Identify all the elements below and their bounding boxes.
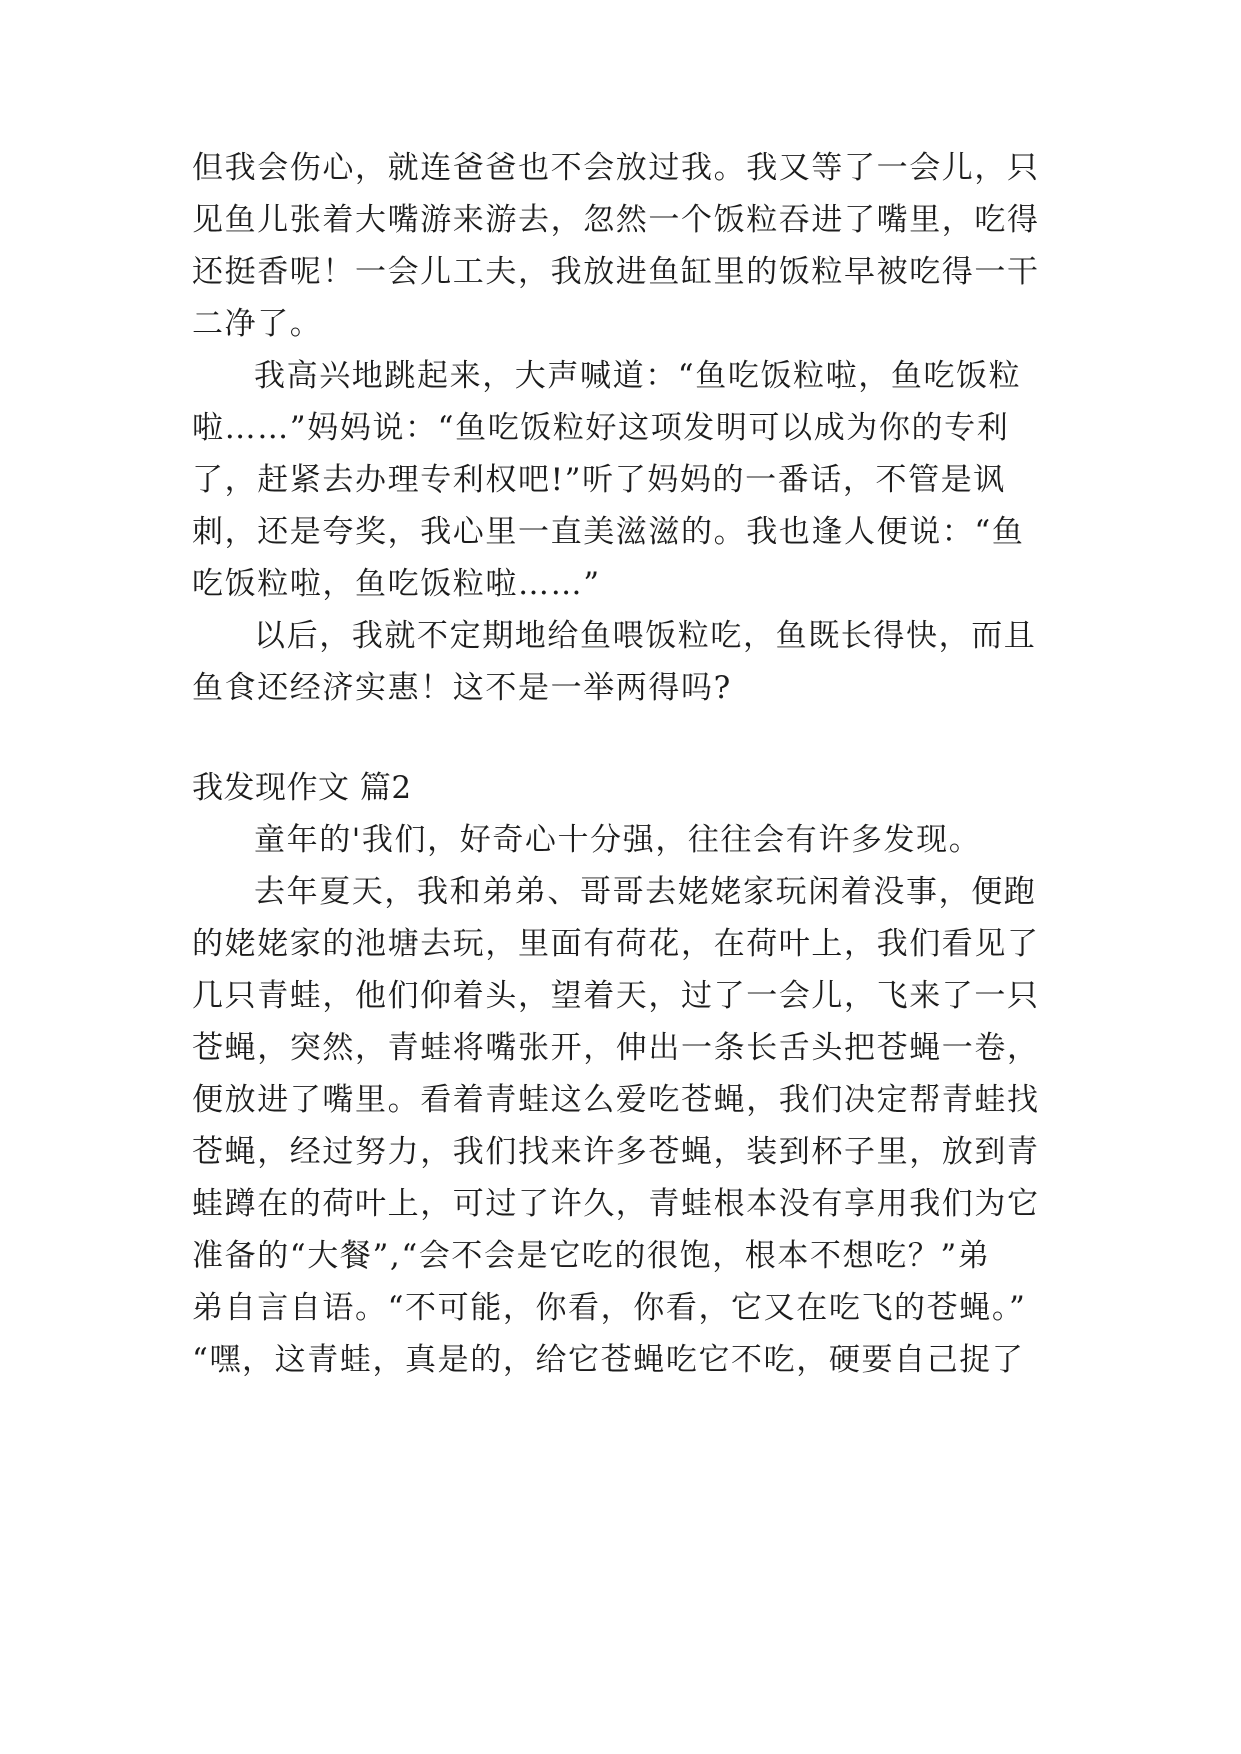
text-line: 啦……”妈妈说：“鱼吃饭粒好这项发明可以成为你的专利: [192, 410, 1010, 446]
text-line: 蛙蹲在的荷叶上，可过了许久，青蛙根本没有享用我们为它: [192, 1186, 1040, 1222]
text-line: 但我会伤心，就连爸爸也不会放过我。我又等了一会儿，只: [192, 150, 1040, 186]
text-line: 便放进了嘴里。看着青蛙这么爱吃苍蝇，我们决定帮青蛙找: [192, 1082, 1040, 1118]
text-line: 苍蝇，经过努力，我们找来许多苍蝇，装到杯子里，放到青: [192, 1134, 1040, 1170]
text-line: 刺，还是夸奖，我心里一直美滋滋的。我也逢人便说：“鱼: [192, 514, 1025, 550]
text-line: 以后，我就不定期地给鱼喂饭粒吃，鱼既长得快，而且: [254, 618, 1037, 654]
text-line: 苍蝇，突然，青蛙将嘴张开，伸出一条长舌头把苍蝇一卷，: [192, 1030, 1040, 1066]
text-line: 几只青蛙，他们仰着头，望着天，过了一会儿，飞来了一只: [192, 978, 1040, 1014]
text-line: 准备的“大餐”,“会不会是它吃的很饱，根本不想吃？”弟: [192, 1238, 991, 1274]
text-line: 的姥姥家的池塘去玩，里面有荷花，在荷叶上，我们看见了: [192, 926, 1040, 962]
text-line: 去年夏天，我和弟弟、哥哥去姥姥家玩闲着没事，便跑: [254, 874, 1037, 910]
text-line: “嘿，这青蛙，真是的，给它苍蝇吃它不吃，硬要自己捉了: [192, 1342, 1025, 1378]
text-line: 鱼食还经济实惠！这不是一举两得吗?: [192, 670, 732, 706]
text-line: 见鱼儿张着大嘴游来游去，忽然一个饭粒吞进了嘴里，吃得: [192, 202, 1040, 238]
text-line: 弟自言自语。“不可能，你看，你看，它又在吃飞的苍蝇。”: [192, 1290, 1027, 1326]
text-line: 二净了。: [192, 306, 323, 342]
text-line: 我高兴地跳起来，大声喊道：“鱼吃饭粒啦，鱼吃饭粒: [254, 358, 1022, 394]
text-line: 童年的'我们，好奇心十分强，往往会有许多发现。: [254, 822, 982, 858]
text-line: 吃饭粒啦，鱼吃饭粒啦……”: [192, 566, 601, 602]
text-line: 还挺香呢！一会儿工夫，我放进鱼缸里的饭粒早被吃得一干: [192, 254, 1040, 290]
text-line: 了，赶紧去办理专利权吧!”听了妈妈的一番话，不管是讽: [192, 462, 1006, 498]
section-heading: 我发现作文 篇2: [192, 770, 412, 806]
